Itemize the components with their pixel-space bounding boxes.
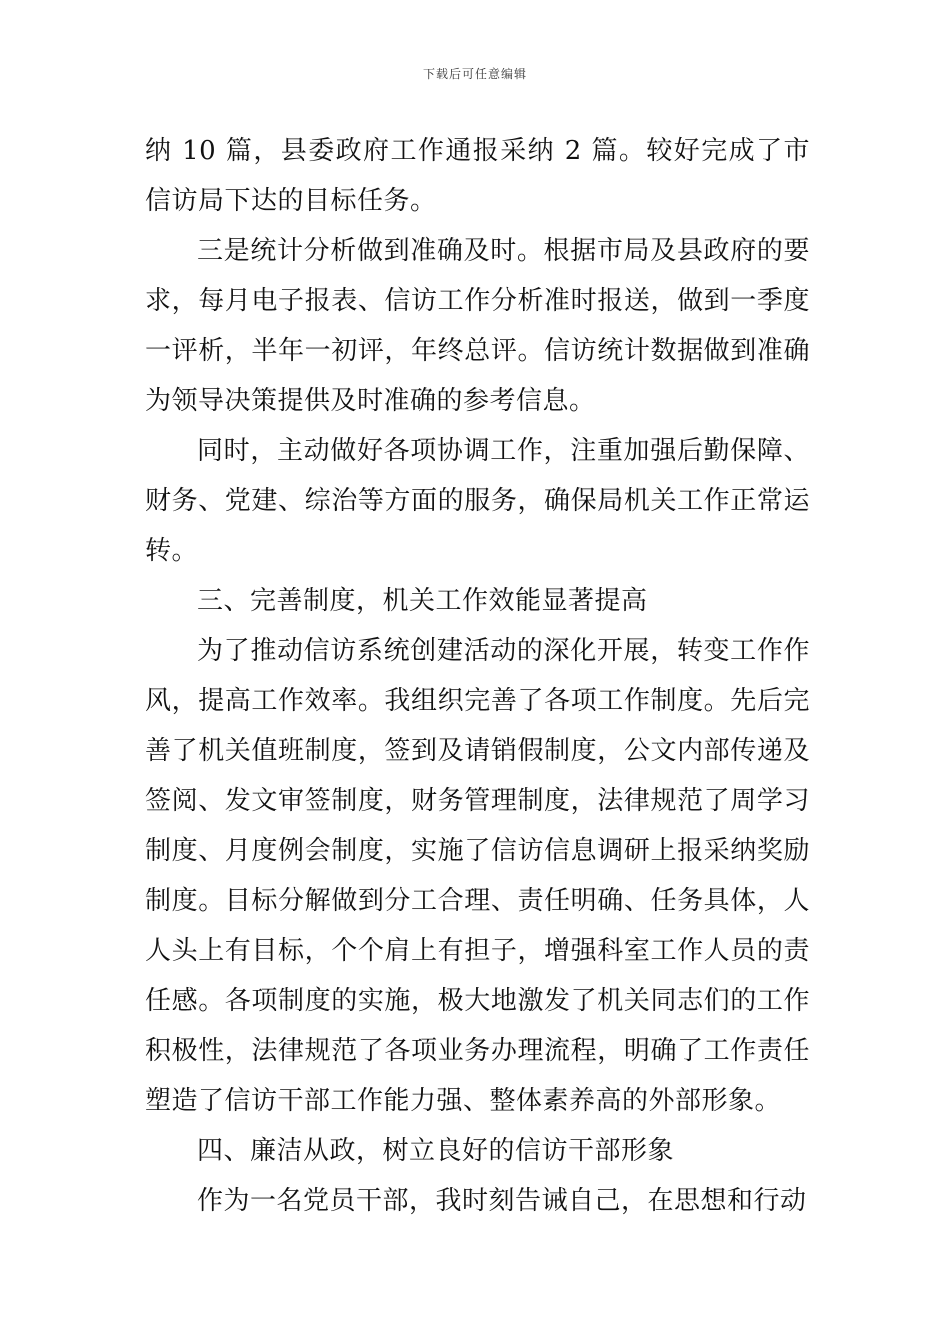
paragraph-party-member: 作为一名党员干部，我时刻告诫自己，在思想和行动 <box>197 1186 807 1216</box>
paragraph-statistics-analysis: 三是统计分析做到准确及时。根据市局及县政府的要求，每月电子报表、信访工作分析准时报送，做到一季度一评析，半年一初评，年终总评。信访统计数据做到准确为领导决策提供及时准确的参考信息。 <box>145 236 810 416</box>
paragraph-continuation: 纳 10 篇，县委政府工作通报采纳 2 篇。较好完成了市信访局下达的目标任务。 <box>145 136 810 216</box>
paragraph-coordination: 同时，主动做好各项协调工作，注重加强后勤保障、财务、党建、综治等方面的服务，确保局机关工作正常运转。 <box>145 436 810 566</box>
page-header-note: 下载后可任意编辑 <box>422 67 527 81</box>
section-heading-4: 四、廉洁从政，树立良好的信访干部形象 <box>197 1136 675 1166</box>
section-heading-3: 三、完善制度，机关工作效能显著提高 <box>197 586 648 616</box>
document-body <box>145 126 810 1226</box>
paragraph-system-improvement: 为了推动信访系统创建活动的深化开展，转变工作作风，提高工作效率。我组织完善了各项工作制度。先后完善了机关值班制度，签到及请销假制度，公文内部传递及签阅、发文审签制度，财务管理制度，法律规范了周学习制度、月度例会制度，实施了信访信息调研上报采纳奖励制度。目标分解做到分工合理、责任明确、任务具体，人人头上有目标，个个肩上有担子，增强科室工作人员的责任感。各项制度的实施，极大地激发了机关同志们的工作积极性，法律规范了各项业务办理流程，明确了工作责任塑造了信访干部工作能力强、整体素养高的外部形象。 <box>145 636 810 1116</box>
